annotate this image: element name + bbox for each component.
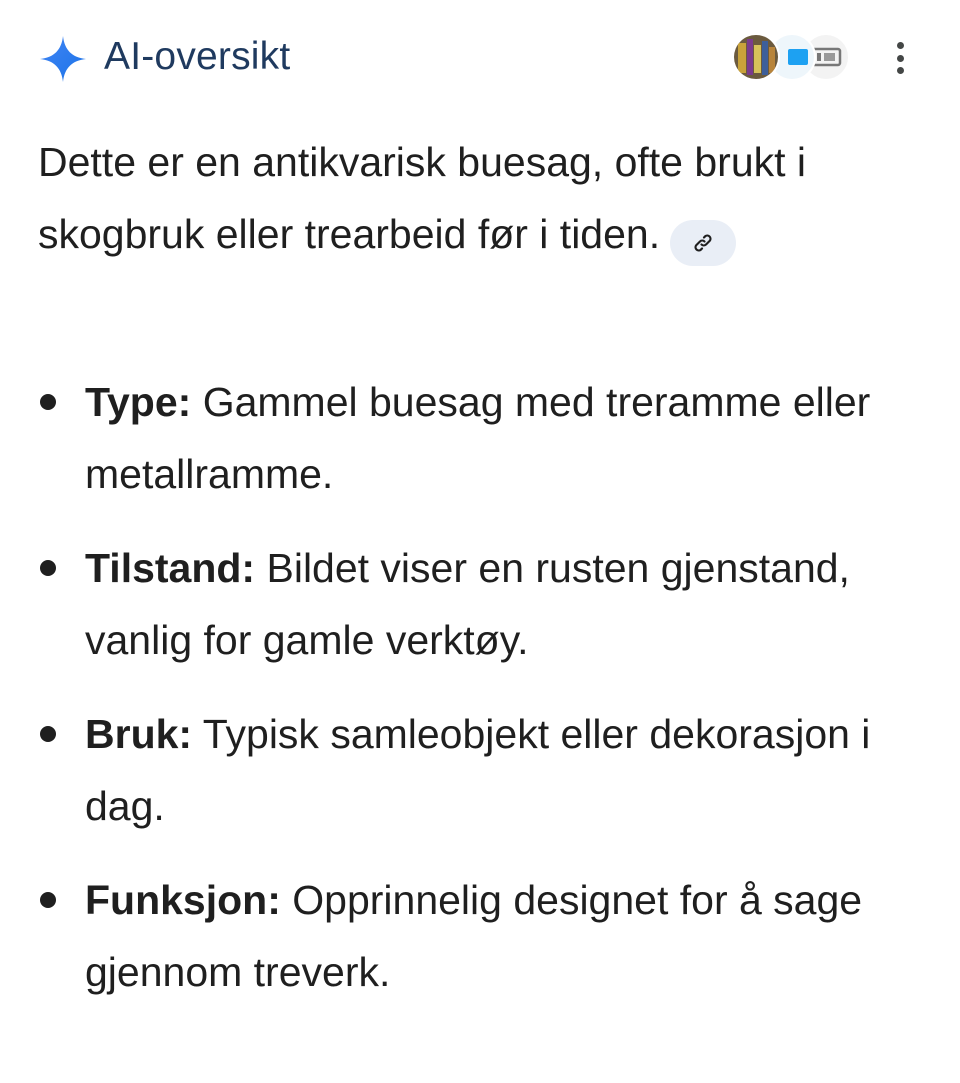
bullet-icon (40, 892, 56, 908)
bullet-term: Bruk: (85, 711, 193, 757)
more-options-button[interactable] (892, 38, 908, 78)
summary-text: Dette er en antikvarisk buesag, ofte brukt i skogbruk eller trearbeid før i tiden. (38, 139, 807, 257)
photo-thumbnail-icon (734, 35, 778, 79)
detail-list (38, 366, 938, 1030)
summary-paragraph (38, 126, 898, 270)
bullet-icon (40, 560, 56, 576)
bullet-text: Bildet viser en rusten gjenstand, vanlig for gamle verktøy. (85, 545, 850, 663)
more-vert-icon-dot (897, 55, 904, 62)
list-item (38, 366, 938, 510)
ai-overview-header (38, 30, 930, 86)
list-item (38, 864, 938, 1008)
list-item (38, 532, 938, 676)
source-favicon-photo[interactable] (732, 33, 780, 81)
bullet-term: Type: (85, 379, 192, 425)
bullet-term: Tilstand: (85, 545, 256, 591)
bullet-text: Gammel buesag med treramme eller metallramme. (85, 379, 871, 497)
bullet-icon (40, 726, 56, 742)
source-favicons[interactable] (732, 33, 848, 83)
page-title: AI-oversikt (104, 35, 291, 78)
bullet-text: Typisk samleobjekt eller dekorasjon i dag. (85, 711, 871, 829)
source-link-button[interactable] (670, 220, 736, 266)
sparkle-icon (38, 34, 88, 84)
more-vert-icon (897, 42, 904, 49)
link-icon (690, 230, 716, 256)
list-item (38, 698, 938, 842)
more-vert-icon-dot (897, 67, 904, 74)
bullet-icon (40, 394, 56, 410)
bullet-text: Opprinnelig designet for å sage gjennom treverk. (85, 877, 863, 995)
bullet-term: Funksjon: (85, 877, 281, 923)
